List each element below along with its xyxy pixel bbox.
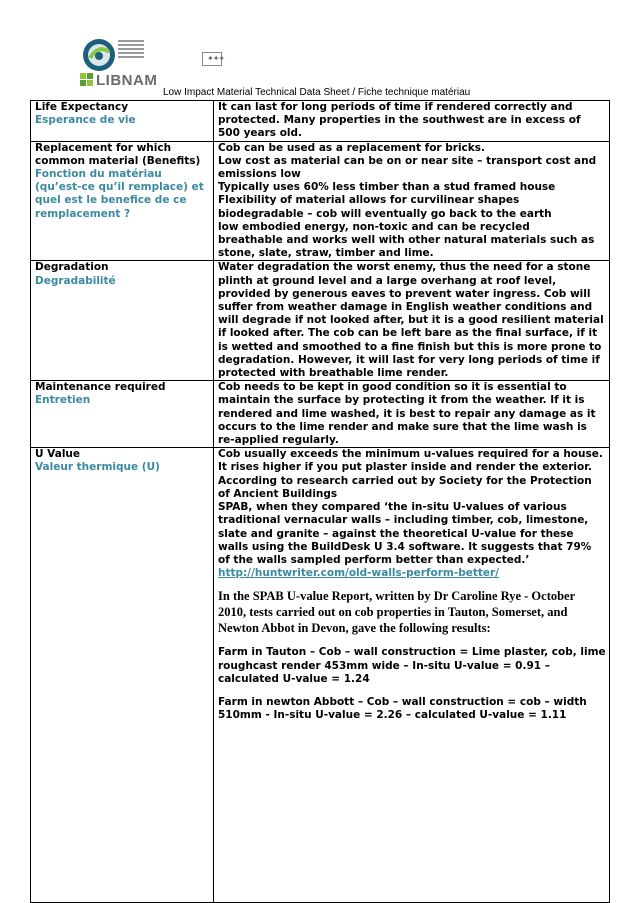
libnam-mark-icon — [80, 73, 94, 87]
label-french: Degradabilité — [35, 274, 116, 287]
content-paragraph: It can last for long periods of time if rendered correctly and protected. Many properties in the southwest are in excess of 500 years old. — [218, 101, 581, 140]
label-english: Maintenance required — [35, 381, 166, 394]
label-english: Degradation — [35, 261, 109, 274]
table-row — [31, 141, 610, 261]
row-label — [31, 141, 214, 261]
row-label — [31, 448, 214, 903]
label-english: U Value — [35, 448, 81, 461]
label-french: Valeur thermique (U) — [35, 461, 160, 474]
table-row — [31, 381, 610, 448]
source-link[interactable]: http://huntwriter.com/old-walls-perform-better/ — [218, 567, 500, 580]
eu-flag-icon: ✦✦✦ — [202, 52, 222, 66]
result-paragraph: Farm in newton Abbott – Cob – wall construction = cob – width 510mm - In-situ U-value = 2.26 – calculated U-value = 1.11 — [218, 695, 587, 722]
libnam-logo — [80, 72, 157, 88]
interreg-emblem-icon — [82, 38, 116, 72]
logo-caption-lines — [118, 40, 144, 60]
label-french: Esperance de vie — [35, 114, 136, 127]
table-row — [31, 448, 610, 903]
content-paragraph: Cob usually exceeds the minimum u-values required for a house. It rises higher if you put plaster inside and render the exterior. — [218, 448, 603, 474]
content-line: Cob can be used as a replacement for bricks. — [218, 141, 485, 154]
result-paragraph: Farm in Tauton – Cob – wall construction = Lime plaster, cob, lime roughcast render 453mm wide – In-situ U-value = 0.91 – calculated U-value = 1.24 — [218, 646, 606, 685]
table-row — [31, 261, 610, 381]
label-french: Fonction du matériau (qu’est-ce qu’il remplace) et quel est le benefice de ce remplacement ? — [35, 168, 204, 220]
content-line: Flexibility of material allows for curvilinear shapes — [218, 194, 520, 207]
row-value — [214, 381, 610, 448]
row-label — [31, 101, 214, 142]
row-value — [214, 101, 610, 142]
libnam-wordmark: LIBNAM — [96, 71, 158, 89]
label-french: Entretien — [35, 394, 91, 407]
content-paragraph: According to research carried out by Society for the Protection of Ancient Buildings — [218, 474, 592, 500]
content-paragraph: Cob needs to be kept in good condition so it is essential to maintain the surface by protecting it from the weather. If it is rendered and lime washed, it is best to repair any damage as it occurs to the lime render and make sure that the lime wash is re-applied regularly. — [218, 381, 596, 447]
content-line: Low cost as material can be on or near site – transport cost and emissions low — [218, 154, 597, 181]
content-line: breathable and works well with other natural materials such as stone, slate, straw, timber and lime. — [218, 234, 595, 260]
label-english: Replacement for which common material (Benefits) — [35, 141, 201, 167]
label-english: Life Expectancy — [35, 101, 129, 113]
content-line: low embodied energy, non-toxic and can be recycled — [218, 220, 530, 233]
content-paragraph: SPAB, when they compared ‘the in-situ U-values of various traditional vernacular walls – including timber, cob, limestone, slate and granite – against the theoretical U-value for these walls using the BuildDesk U 3.4 software. It suggests that 79% of the walls sampled perform better than expected.’ — [218, 501, 592, 566]
report-intro-paragraph: In the SPAB U-value Report, written by Dr Caroline Rye - October 2010, tests carried out on cob properties in Tauton, Somerset, and Newton Abbot in Devon, gave the following results: — [218, 589, 575, 636]
logo-group — [80, 38, 225, 89]
document-title: Low Impact Material Technical Data Sheet / Fiche technique matériau — [163, 87, 471, 98]
content-line: Typically uses 60% less timber than a stud framed house — [218, 181, 556, 194]
row-value — [214, 448, 610, 903]
row-value — [214, 261, 610, 381]
content-line: biodegradable – cob will eventually go back to the earth — [218, 207, 552, 220]
content-paragraph: Water degradation the worst enemy, thus the need for a stone plinth at ground level and a large overhang at roof level, provided by generous eaves to prevent water ingress. Cob will suffer from weather damage in English weather conditions and will degrade if not looked after, but it is a good resilient material if looked after. The cob can be left bare as the final surface, if it is wetted and smoothed to a fine finish but this is more prone to degradation. However, it will last for very long periods of time if protected with breathable lime render. — [218, 261, 604, 380]
row-label — [31, 381, 214, 448]
data-sheet-table — [30, 100, 610, 903]
row-value — [214, 141, 610, 261]
table-row — [31, 101, 610, 142]
row-label — [31, 261, 214, 381]
